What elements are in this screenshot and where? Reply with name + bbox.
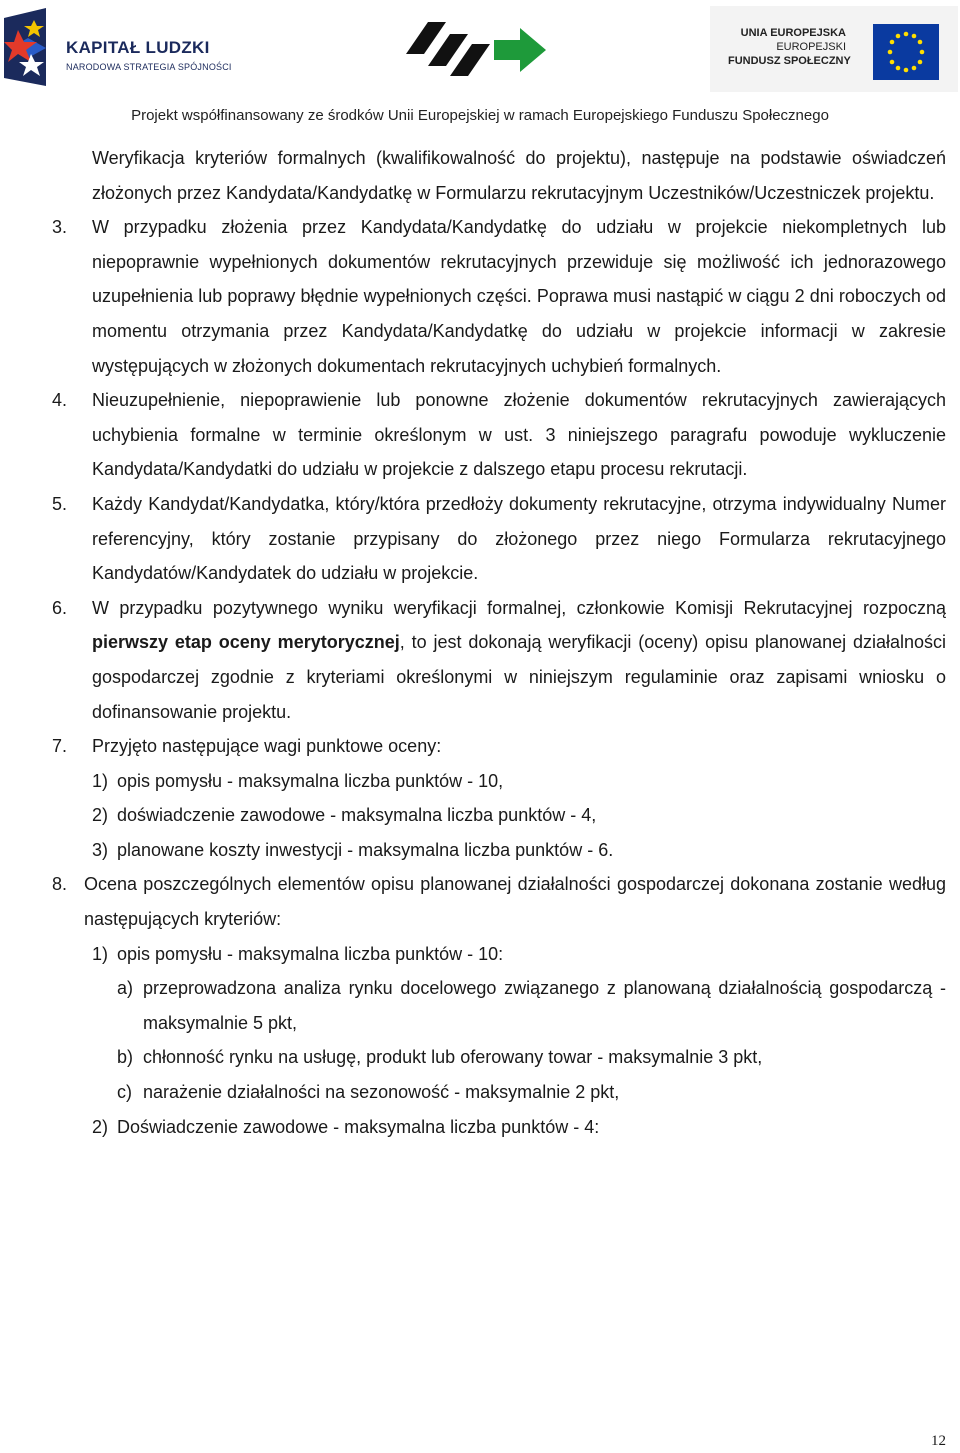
item-text-before: W przypadku pozytywnego wyniku weryfikacji formalnej, członkowie Komisji Rekrutacyjnej rozpoczną bbox=[92, 597, 946, 618]
sub-item bbox=[52, 1110, 946, 1145]
sub-item-text: doświadczenie zawodowe - maksymalna liczba punktów - 4, bbox=[117, 805, 597, 826]
sub-item-number: 2) bbox=[92, 805, 109, 826]
sub-item-text: opis pomysłu - maksymalna liczba punktów - 10: bbox=[117, 943, 504, 964]
item-number: 5. bbox=[52, 493, 68, 514]
sub-item-number: 1) bbox=[92, 770, 109, 791]
list-item bbox=[52, 210, 946, 383]
page-number: 12 bbox=[931, 1433, 946, 1449]
sub-item bbox=[52, 798, 946, 833]
sub-item-text: Doświadczenie zawodowe - maksymalna liczba punktów - 4: bbox=[117, 1116, 600, 1137]
sub-item bbox=[52, 833, 946, 868]
document-body bbox=[52, 141, 946, 1144]
item-number: 6. bbox=[52, 597, 68, 618]
item-number: 8. bbox=[52, 874, 68, 895]
list-item bbox=[52, 729, 946, 764]
letter-item-text: narażenie działalności na sezonowość - maksymalnie 2 pkt, bbox=[143, 1082, 620, 1103]
item-text-bold: pierwszy etap oceny merytorycznej bbox=[92, 632, 400, 653]
sub-item-number: 2) bbox=[92, 1116, 109, 1137]
item-number: 3. bbox=[52, 217, 68, 238]
sub-item-number: 3) bbox=[92, 839, 109, 860]
letter-item-label: a) bbox=[117, 978, 134, 999]
sub-item-text: planowane koszty inwestycji - maksymalna liczba punktów - 6. bbox=[117, 839, 614, 860]
arrows-logo-icon bbox=[398, 14, 548, 80]
sub-item-text: opis pomysłu - maksymalna liczba punktów - 10, bbox=[117, 770, 504, 791]
list-item bbox=[52, 591, 946, 729]
kapital-ludzki-emblem-icon bbox=[4, 8, 54, 86]
item-text: Przyjęto następujące wagi punktowe oceny: bbox=[92, 736, 442, 757]
eu-logo-block bbox=[710, 6, 958, 92]
intro-paragraph: Weryfikacja kryteriów formalnych (kwalifikowalność do projektu), następuje na podstawie oświadczeń złożonych przez Kandydata/Kandydatkę w Formularzu rekrutacyjnym Uczestników/Uczestniczek projektu. bbox=[92, 148, 946, 203]
sub-item bbox=[52, 937, 946, 972]
kapital-ludzki-title: KAPITAŁ LUDZKI bbox=[66, 38, 210, 57]
eu-line-1: UNIA EUROPEJSKA bbox=[740, 27, 846, 39]
eu-text bbox=[728, 26, 851, 68]
list-item bbox=[52, 867, 946, 936]
eu-line-3: FUNDUSZ SPOŁECZNY bbox=[728, 55, 851, 67]
item-text bbox=[92, 591, 946, 729]
item-number: 7. bbox=[52, 736, 68, 757]
item-text: Ocena poszczególnych elementów opisu planowanej działalności gospodarczej dokonana zostanie według następujących kryteriów: bbox=[84, 874, 946, 930]
letter-item-text: chłonność rynku na usługę, produkt lub oferowany towar - maksymalnie 3 pkt, bbox=[143, 1047, 763, 1068]
sub-item-number: 1) bbox=[92, 943, 109, 964]
letter-item bbox=[52, 971, 946, 1040]
letter-item bbox=[52, 1075, 946, 1110]
list-item bbox=[52, 487, 946, 591]
letter-item-label: c) bbox=[117, 1082, 132, 1103]
letter-item bbox=[52, 1040, 946, 1075]
page-header bbox=[0, 0, 960, 100]
item-text-after: , to jest dokonają weryfikacji (oceny) opisu planowanej działalności gospodarczej zgodnie z kryteriami określonymi w niniejszym regulaminie oraz zapisami wniosku o dofinansowanie projektu. bbox=[92, 632, 947, 722]
item-text: Nieuzupełnienie, niepoprawienie lub ponowne złożenie dokumentów rekrutacyjnych zawierających uchybienia formalne w terminie określonym w ust. 3 niniejszego paragrafu powoduje wykluczenie Kandydata/Kandydatki do udziału w projekcie z dalszego etapu procesu rekrutacji. bbox=[92, 390, 946, 480]
letter-item-text: przeprowadzona analiza rynku docelowego związanego z planowaną działalnością gospodarczą - maksymalnie 5 pkt, bbox=[143, 978, 946, 1033]
list-item bbox=[52, 383, 946, 487]
cofinancing-tagline: Projekt współfinansowany ze środków Unii Europejskiej w ramach Europejskiego Funduszu Społecznego bbox=[131, 107, 829, 124]
eu-flag-icon bbox=[873, 24, 939, 80]
item-text: W przypadku złożenia przez Kandydata/Kandydatkę do udziału w projekcie niekompletnych lub niepoprawnie wypełnionych dokumentów rekrutacyjnych przewiduje się możliwość ich jednorazowego uzupełnienia lub poprawy błędnie wypełnionych części. Poprawa musi nastąpić w ciągu 2 dni roboczych od momentu otrzymania przez Kandydata/Kandydatkę do udziału w projekcie informacji w zakresie występujących w złożonych dokumentach rekrutacyjnych uchybień formalnych. bbox=[92, 217, 946, 376]
item-text: Każdy Kandydat/Kandydatka, który/która przedłoży dokumenty rekrutacyjne, otrzyma indywidualny Numer referencyjny, który zostanie przypisany do złożonego przez niego Formularza rekrutacyjnego Kandydatów/Kandydatek do udziału w projekcie. bbox=[92, 493, 946, 584]
eu-line-2: EUROPEJSKI bbox=[776, 41, 846, 53]
sub-item bbox=[52, 764, 946, 799]
kapital-ludzki-logo bbox=[4, 8, 244, 86]
item-number: 4. bbox=[52, 390, 68, 411]
kapital-ludzki-subtitle: NARODOWA STRATEGIA SPÓJNOŚCI bbox=[66, 62, 232, 72]
letter-item-label: b) bbox=[117, 1047, 134, 1068]
